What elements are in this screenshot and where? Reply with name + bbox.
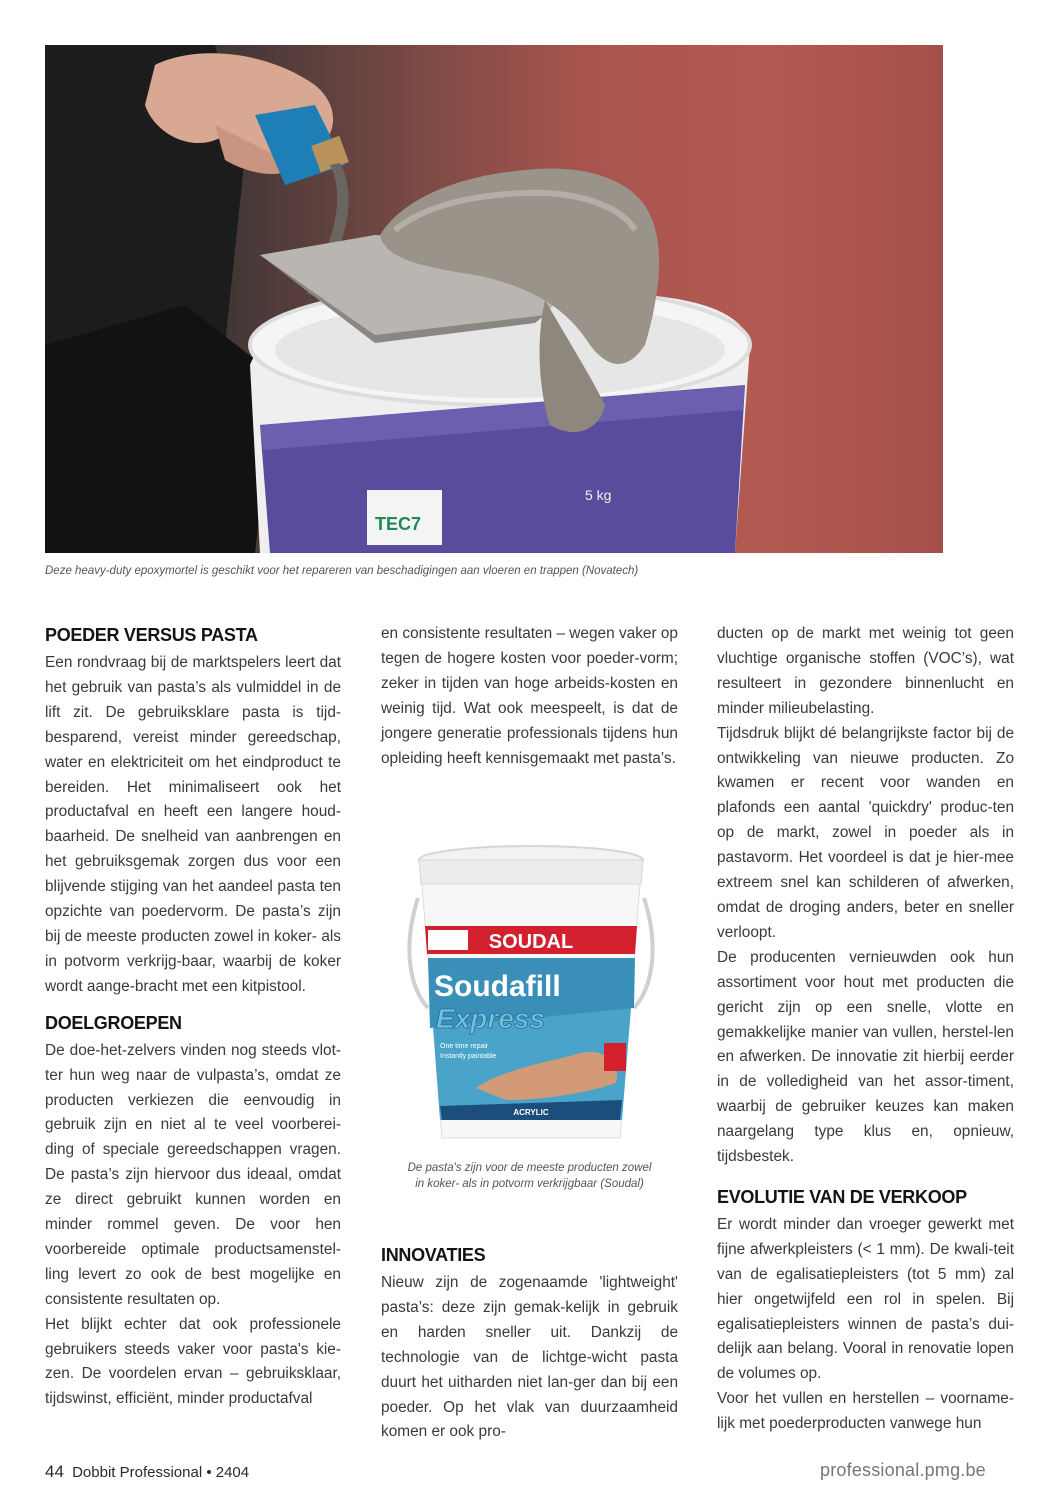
paragraph: Er wordt minder dan vroeger gewerkt met fijne afwerkpleisters (< 1 mm). De kwali-teit van de egalisatiepleisters (tot 5 mm) zal hier ongetwijfeld een rol in spelen. Bij egalisatiepleisters winnen de pasta’s dui-delijk aan belang. Vooral in renovatie lopen de volumes op. xyxy=(717,1215,1014,1383)
paragraph: Tijdsdruk blijkt dé belangrijkste factor bij de ontwikkeling van nieuwe producten. Zo kwamen er recent voor wanden en plafonds een aantal 'quickdry' produc-ten op de markt, zowel in poeder als in pastavorm. Het voordeel is dat je hier-mee extreem snel kan schilderen of afwerken, omdat de droging anders, beter en sneller verloopt. xyxy=(717,724,1014,941)
column-2-lower xyxy=(381,1242,678,1445)
publication-name: Dobbit Professional • 2404 xyxy=(72,1464,250,1481)
product-caption-line: De pasta's zijn voor de meeste producten zowel xyxy=(407,1162,652,1174)
paragraph: en consistente resultaten – wegen vaker op tegen de hogere kosten voor poeder-vorm; zeker in tijden van hoge arbeids-kosten en weinig tijd. Wat ook meespeelt, is dat de jongere generatie professionals tijdens hun opleiding heeft kennisgemaakt met pasta’s. xyxy=(381,625,678,767)
hero-caption: Deze heavy-duty epoxymortel is geschikt voor het repareren van beschadigingen aan vloeren en trappen (Novatech) xyxy=(45,565,639,577)
svg-text:ACRYLIC: ACRYLIC xyxy=(513,1108,549,1117)
paragraph: De doe-het-zelvers vinden nog steeds vlot-ter hun weg naar de vulpasta’s, omdat ze producten verkiezen die eenvoudig in gebruik zijn en niet al te veel voorberei-ding of speciale gereedschappen vragen. De pasta’s zijn hiervoor dus ideaal, omdat ze direct gebruikt kunnen worden en minder rommel geven. De voor hen voorbereide optimale productsamenstel-ling levert zo ook de best mogelijke en consistente resultaten op. xyxy=(45,1041,341,1308)
heading-poeder-versus-pasta: POEDER VERSUS PASTA xyxy=(45,625,258,645)
paragraph: Het blijkt echter dat ook professionele gebruikers steeds vaker voor pasta's kie-zen. De voordelen ervan – gebruiksklaar, tijdswinst, efficiënt, minder productafval xyxy=(45,1315,341,1408)
svg-text:TEC7: TEC7 xyxy=(375,514,422,534)
hero-photo xyxy=(45,45,943,553)
svg-text:Instantly paintable: Instantly paintable xyxy=(440,1053,497,1060)
paragraph: Voor het vullen en herstellen – voorname-lijk met poederproducten vanwege hun xyxy=(717,1390,1014,1433)
footer-website-link[interactable]: professional.pmg.be xyxy=(820,1460,986,1480)
paragraph: ducten op de markt met weinig tot geen vluchtige organische stoffen (VOC’s), wat resulteert in gezondere binnenlucht en minder milieubelasting. xyxy=(717,625,1014,717)
svg-text:5 kg: 5 kg xyxy=(585,487,612,503)
product-caption-line: in koker- als in potvorm verkrijgbaar (Soudal) xyxy=(415,1178,644,1190)
hero-photo-illustration xyxy=(45,45,943,553)
paragraph: Nieuw zijn de zogenaamde 'lightweight' pasta’s: deze zijn gemak-kelijk in gebruik en harden sneller uit. Dankzij de technologie van de lichtge-wicht pasta duurt het uitharden niet lan-ger dan bij een poeder. Op het vlak van duurzaamheid komen er ook pro- xyxy=(381,1274,678,1441)
product-caption xyxy=(381,1160,678,1192)
paragraph: Een rondvraag bij de marktspelers leert dat het gebruik van pasta’s als vulmiddel in de lift zit. De gebruiksklare pasta is tijd-besparend, vereist minder gereedschap, water en elektriciteit om het eindproduct te bereiden. Het minimaliseert ook het productafval en heeft een langere houd-baarheid. De snelheid van aanbrengen en het gebruiksgemak zorgen dus voor een blijvende stijging van het aandeel pasta ten opzichte van poedervorm. De pasta’s zijn bij de meeste producten zowel in koker- als in potvorm verkrijg-baar, waarbij de koker wordt aange-bracht met een kitpistool. xyxy=(45,654,341,995)
svg-text:SOUDAL: SOUDAL xyxy=(488,931,574,953)
page-number: 44 xyxy=(45,1462,64,1481)
heading-doelgroepen: DOELGROEPEN xyxy=(45,1012,182,1033)
svg-text:Soudafill: Soudafill xyxy=(434,970,561,1003)
soudafill-bucket-illustration xyxy=(406,838,656,1148)
svg-text:One time repair: One time repair xyxy=(440,1043,489,1050)
heading-innovaties: INNOVATIES xyxy=(381,1245,486,1265)
svg-text:Express: Express xyxy=(436,1003,545,1034)
heading-evolutie-van-de-verkoop: EVOLUTIE VAN DE VERKOOP xyxy=(717,1186,967,1207)
footer-publication xyxy=(45,1462,249,1482)
column-1 xyxy=(45,622,341,1412)
product-photo-soudafill xyxy=(406,838,656,1148)
column-2 xyxy=(381,622,678,771)
column-3 xyxy=(717,622,1014,1437)
paragraph: De producenten vernieuwden ook hun assortiment voor hout met producten die gericht zijn op een snelle, vlotte en gemakkelijke manier van vullen, herstel-len en afwerken. De innovatie zit hierbij eerder in de volledigheid van het assor-timent, waarbij de gebruiker keuzes kan maken naargelang type klus en, opnieuw, tijdsbestek. xyxy=(717,948,1014,1166)
